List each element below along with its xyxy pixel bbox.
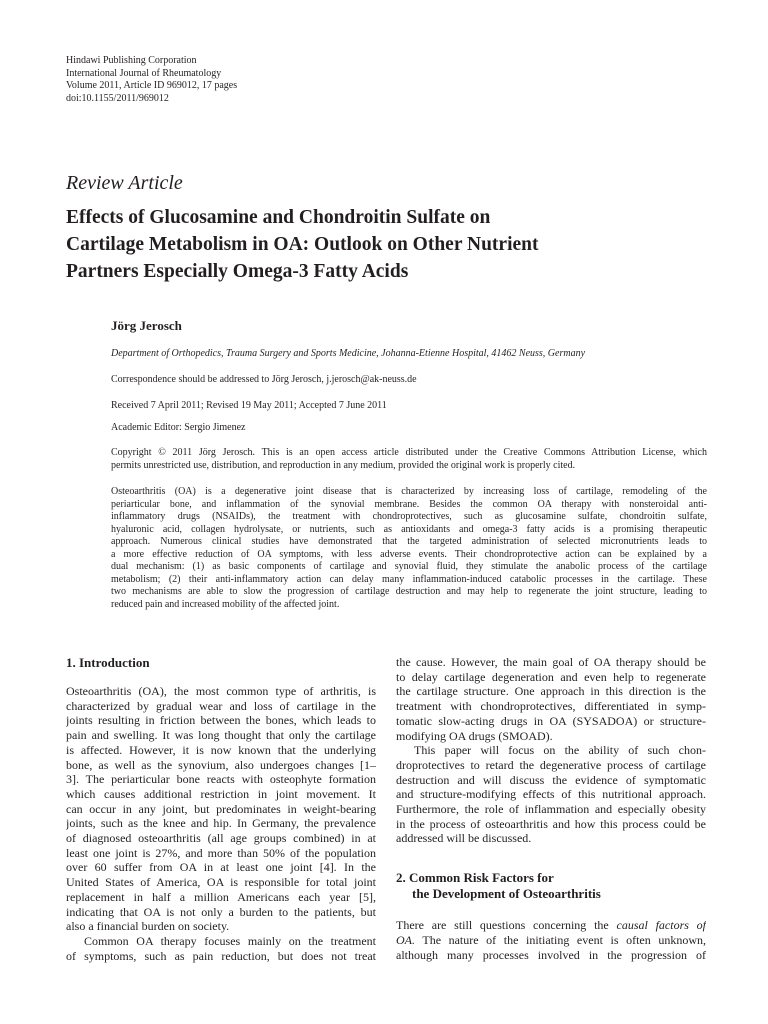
correspondence-email[interactable]: j.jerosch@ak-neuss.de — [326, 374, 417, 385]
body-line: in the process of osteoarthritis and how this process could be — [396, 816, 706, 831]
body-line: which causes additional restriction in joint movement. It — [66, 786, 376, 801]
abstract-line: reduced pain and increased mobility of the affected joint. — [111, 598, 340, 610]
doi: doi:10.1155/2011/969012 — [66, 92, 169, 104]
body-line — [396, 933, 706, 948]
heading-line: 2. Common Risk Factors for — [396, 870, 554, 886]
body-line: addressed will be discussed. — [396, 831, 532, 846]
body-line: This paper will focus on the ability of such chon- — [414, 743, 706, 758]
body-line — [396, 918, 706, 933]
body-line: Common OA therapy focuses mainly on the treatment — [84, 933, 376, 948]
body-line: can occur in any joint, but predominates in weight-bearing — [66, 801, 376, 816]
body-line: the cause. However, the main goal of OA therapy should be — [396, 655, 706, 669]
copyright-line: permits unrestricted use, distribution, and reproduction in any medium, provided the original work is properly cited. — [111, 460, 576, 471]
body-line: the cartilage structure. One approach in this direction is the — [396, 684, 706, 699]
abstract-line: inflammatory drugs (NSAIDs), the treatment with chondroprotectives, such as glucosamine sulfate, chondroitin sulfate, — [111, 511, 707, 522]
emphasis-text: causal factors of — [616, 918, 706, 933]
abstract-line: approach. Numerous clinical studies have demonstrated that the targeted administration of selected micronutrients leads to — [111, 536, 707, 547]
body-line: Furthermore, the role of inflammation and especially obesity — [396, 802, 706, 817]
title-line: Effects of Glucosamine and Chondroitin Sulfate on — [66, 207, 491, 228]
abstract-line: periarticular bone, and inflammation of the synovial membrane. Besides the common OA therapy with nonsteroidal anti- — [111, 498, 707, 510]
abstract-line: Osteoarthritis (OA) is a degenerative joint disease that is characterized by increasing loss of cartilage, remodeling of the — [111, 486, 707, 497]
emphasis-text: OA. — [396, 932, 415, 947]
abstract-line: hyaluronic acid, collagen hydrolysate, or nutrients, such as antioxidants and omega-3 fatty acids is a promising therapeutic — [111, 523, 707, 535]
body-line: to delay cartilage degeneration and even help to regenerate — [396, 669, 706, 684]
correspondence-text: Correspondence should be addressed to Jörg Jerosch, — [111, 374, 324, 385]
body-line: least one joint is 27%, and more than 50% of the population — [66, 845, 376, 860]
body-line: destruction and will discuss the evidence of symptomatic — [396, 772, 706, 787]
copyright-notice — [111, 446, 707, 472]
body-line: pain and swelling. It was long thought that only the cartilage — [66, 728, 376, 743]
section-heading-risk-factors — [396, 870, 706, 902]
journal-name: International Journal of Rheumatology — [66, 67, 222, 79]
body-line: indicating that OA is not only a burden to the patients, but — [66, 904, 376, 919]
correspondence — [111, 374, 417, 385]
body-line: also a financial burden on society. — [66, 919, 230, 934]
body-text: There are still questions concerning the — [396, 918, 609, 933]
author-affiliation: Department of Orthopedics, Trauma Surgery and Sports Medicine, Johanna-Etienne Hospital, 41462 Neuss, Germany — [111, 348, 586, 359]
abstract-line: a more effective reduction of OA symptoms, with less adverse events. Their chondroprotective action can be explained by a — [111, 548, 707, 560]
body-line: of diagnosed osteoarthritis (all age groups combined) in at — [66, 831, 376, 846]
body-line: of symptoms, such as pain reduction, but does not treat — [66, 948, 376, 963]
body-line: treatment with chondroprotectives, differentiated in symp- — [396, 699, 706, 714]
body-line: modifying OA drugs (SMOAD). — [396, 728, 553, 743]
body-line: bone, as well as the synovium, also undergoes changes [1– — [66, 757, 376, 772]
author-name: Jörg Jerosch — [111, 318, 182, 333]
body-line: over 60 suffer from OA in at least one joint [4]. In the — [66, 860, 376, 875]
body-line: droprotectives to retard the degenerative process of cartilage — [396, 757, 706, 772]
volume-info: Volume 2011, Article ID 969012, 17 pages — [66, 80, 238, 91]
body-line: is affected. However, it is now known that the underlying — [66, 742, 376, 757]
section2-paragraph — [396, 918, 706, 962]
title-line: Partners Especially Omega-3 Fatty Acids — [66, 261, 409, 282]
right-column — [396, 655, 706, 962]
body-line: characterized by gradual wear and loss of cartilage in the — [66, 698, 376, 713]
body-line: replacement in half a million Americans each year [5], — [66, 889, 376, 904]
body-line: United States of America, OA is responsible for total joint — [66, 875, 376, 890]
copyright-line: Copyright © 2011 Jörg Jerosch. This is an open access article distributed under the Creative Commons Attribution License, which — [111, 447, 707, 458]
article-type: Review Article — [66, 172, 183, 194]
abstract — [111, 486, 707, 611]
heading-line: the Development of Osteoarthritis — [412, 886, 601, 902]
body-line: joints, such as the knee and hip. In Germany, the prevalence — [66, 816, 376, 831]
abstract-line: dual mechanism: (1) as basic components of cartilage and synovial fluid, they stimulate the anabolic process of the cartilage — [111, 561, 707, 572]
body-line: Osteoarthritis (OA), the most common type of arthritis, is — [66, 684, 376, 698]
body-line: and structure-modifying effects of this nutritional approach. — [396, 787, 706, 802]
left-column — [66, 655, 376, 963]
body-text: The nature of the initiating event is often unknown, — [415, 932, 706, 947]
publisher-name: Hindawi Publishing Corporation — [66, 55, 197, 66]
article-title — [66, 204, 706, 285]
academic-editor: Academic Editor: Sergio Jimenez — [111, 422, 246, 433]
title-line: Cartilage Metabolism in OA: Outlook on Other Nutrient — [66, 234, 539, 255]
body-line: joints resulting in friction between the bones, which leads to — [66, 713, 376, 728]
body-line: 3]. The periarticular bone reacts with osteophyte formation — [66, 772, 376, 787]
body-line: tomatic slow-acting drugs in OA (SYSADOA) or structure- — [396, 713, 706, 728]
article-dates: Received 7 April 2011; Revised 19 May 2011; Accepted 7 June 2011 — [111, 400, 387, 411]
body-line: although many processes involved in the progression of — [396, 947, 706, 962]
journal-header — [66, 55, 237, 105]
abstract-line: two mechanisms are able to slow the progression of cartilage destruction and may help to regenerate the joint structure, leading to — [111, 586, 707, 597]
abstract-line: metabolism; (2) their anti-inflammatory action can delay many inflammation-induced catabolic processes in the cartilage. These — [111, 573, 707, 585]
section-heading-introduction: 1. Introduction — [66, 655, 150, 670]
